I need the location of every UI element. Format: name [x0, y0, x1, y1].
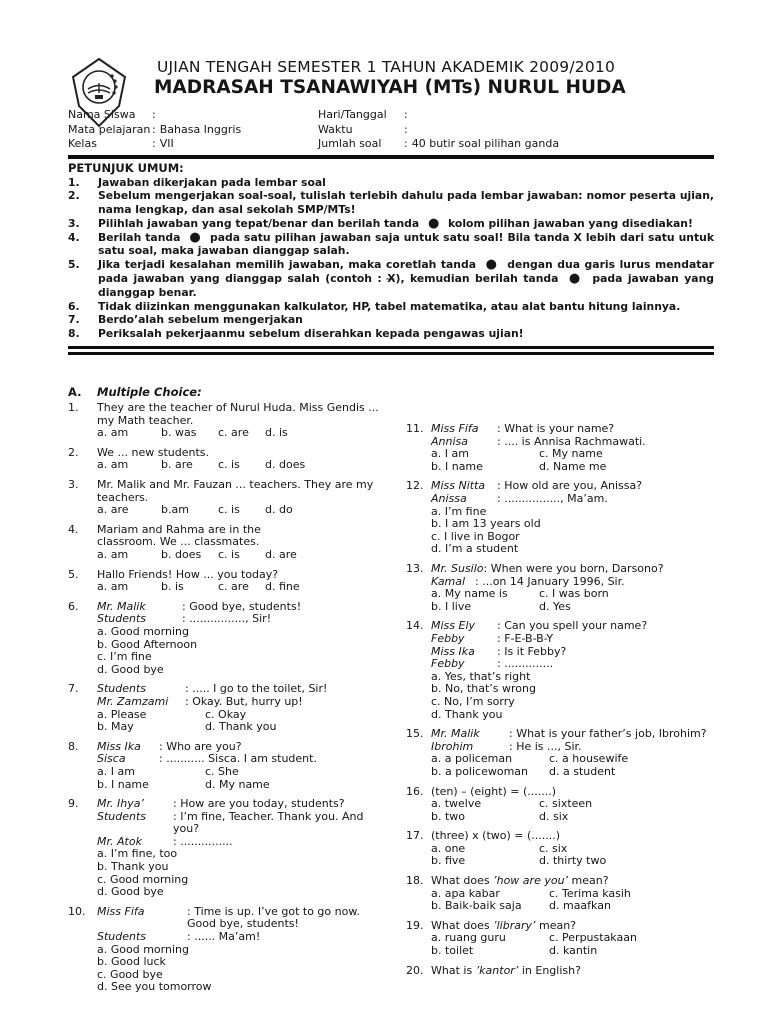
- options: [97, 944, 390, 994]
- question-text: (three) x (two) = (.......): [431, 829, 561, 843]
- option: b. toilet: [431, 944, 474, 958]
- question-text: They are the teacher of Nurul Huda. Miss Gendis ...: [97, 401, 379, 415]
- option: c. She: [205, 764, 239, 778]
- dialog-line: [431, 646, 714, 659]
- option: d. does: [265, 458, 306, 472]
- option: d. is: [265, 426, 288, 440]
- dialog-text: : Time is up. I’ve got to go now.: [187, 904, 360, 918]
- text-segment: ’library’: [493, 918, 536, 932]
- question-body: [97, 402, 390, 440]
- question-number: 17.: [406, 829, 424, 843]
- questions-column-left: [68, 402, 390, 1001]
- option: b. is: [161, 580, 184, 594]
- dialog-speaker: Miss Fifa: [431, 422, 479, 436]
- question: [68, 402, 390, 440]
- dialog-speaker: Mr. Zamzami: [97, 694, 169, 708]
- instruction-text: Periksalah pekerjaanmu sebelum diserahkan kepada pengawas ujian!: [98, 327, 524, 341]
- option: d. Thank you: [431, 707, 503, 721]
- option: a. I’m fine, too: [97, 847, 178, 861]
- option: c. are: [218, 580, 249, 594]
- option: a. apa kabar: [431, 886, 500, 900]
- question-number: 16.: [406, 784, 424, 798]
- dialog-speaker: Miss Ika: [431, 644, 475, 658]
- question-body: [431, 563, 714, 613]
- instruction-text: Jika terjadi kesalahan memilih jawaban, maka coretlah tanda ● dengan dua garis lurus mendatar pada jawaban yang dianggap salah (contoh : X̶), kemudian berilah tanda ● pada jawaban yang dianggap benar.: [98, 257, 715, 299]
- dialog-text: : Who are you?: [159, 739, 242, 753]
- question-number: 18.: [406, 874, 424, 888]
- question: [406, 480, 714, 556]
- options: [97, 581, 390, 594]
- question: [68, 569, 390, 594]
- questions-column-right: [406, 402, 714, 1001]
- question-number: 2.: [68, 445, 79, 459]
- text-segment: in English?: [518, 963, 581, 977]
- option: b. are: [161, 458, 193, 472]
- text-segment: What does: [431, 874, 494, 888]
- question-text: [431, 965, 714, 978]
- question-body: [431, 786, 714, 824]
- option: a. twelve: [431, 797, 482, 811]
- option: c. I live in Bogor: [431, 529, 520, 543]
- option: d. do: [265, 503, 293, 517]
- options: [431, 448, 714, 473]
- instruction-number: 4.: [68, 230, 80, 244]
- option: d. a student: [549, 764, 616, 778]
- question: [406, 423, 714, 473]
- dialog-text: : I’m fine, Teacher. Thank you. And: [173, 809, 364, 823]
- instruction-text: Berdo’alah sebelum mengerjakan: [98, 313, 303, 327]
- info-label: Jumlah soal: [318, 137, 382, 150]
- question-body: [97, 683, 390, 733]
- question: [68, 447, 390, 472]
- title-block: [154, 54, 714, 98]
- dialog-speaker: Annisa: [431, 434, 468, 448]
- dialog-line: [431, 633, 714, 646]
- option: b. does: [161, 548, 202, 561]
- filled-circle-mark: ●: [189, 229, 201, 245]
- option: d. Thank you: [205, 720, 277, 734]
- option: a. are: [97, 503, 129, 517]
- question: [68, 906, 390, 994]
- info-row-jumlah-soal: Jumlah soal : 40 butir soal pilihan ganda: [318, 137, 560, 150]
- dialog-text: : ..............: [497, 657, 554, 671]
- question-number: 11.: [406, 422, 424, 436]
- info-label: Waktu: [318, 122, 353, 136]
- instructions-list: [68, 176, 714, 342]
- text-segment: ’how are you’: [493, 874, 569, 888]
- option: b. Good luck: [97, 955, 166, 969]
- question-body: [97, 798, 390, 899]
- question-body: [97, 569, 390, 594]
- option: a. Yes, that’s right: [431, 669, 531, 683]
- option: c. Perpustakaan: [549, 931, 637, 945]
- option: c. I was born: [539, 587, 609, 601]
- dialog-line: [97, 931, 390, 944]
- dialog-line: [431, 620, 714, 633]
- info-label: Hari/Tanggal: [318, 108, 387, 121]
- option: c. a housewife: [549, 752, 629, 766]
- option: a. I am: [431, 447, 469, 461]
- option: c. Good bye: [97, 967, 163, 981]
- dialog-text: : ...............: [173, 834, 233, 848]
- options: [431, 932, 714, 957]
- dialog-text: : ........... Sisca. I am student.: [159, 752, 317, 766]
- option: c. is: [218, 503, 240, 517]
- question-text: [431, 563, 714, 576]
- instruction-text: Berilah tanda ● pada satu pilihan jawaban saja untuk satu soal! Bila tanda X lebih dari satu untuk satu soal, maka jawaban dianggap salah.: [98, 229, 714, 258]
- instruction-item: [68, 327, 714, 341]
- question: [68, 524, 390, 562]
- options: [97, 427, 390, 440]
- question-number: 4.: [68, 522, 79, 536]
- option: a. a policeman: [431, 752, 513, 766]
- option: c. Good morning: [97, 872, 189, 886]
- divider-double: [68, 346, 714, 355]
- question-body: [431, 875, 714, 913]
- question-body: [97, 524, 390, 562]
- question-number: 3.: [68, 478, 79, 492]
- option: b. May: [97, 720, 134, 734]
- option: c. I’m fine: [97, 650, 152, 664]
- question-number: 9.: [68, 797, 79, 811]
- instruction-text: Tidak diizinkan menggunakan kalkulator, HP, tabel matematika, atau alat bantu hitung lainnya.: [98, 299, 681, 313]
- info-label: Mata pelajaran: [68, 122, 151, 136]
- dialog-speaker: Mr. Malik: [97, 599, 146, 613]
- dialog-text: : F-E-B-B-Y: [497, 631, 554, 645]
- question-number: 10.: [68, 904, 86, 918]
- option: d. kantin: [549, 944, 598, 958]
- option: b. a policewoman: [431, 764, 529, 778]
- option: a. I’m fine: [431, 504, 487, 518]
- dialog-text: : How old are you, Anissa?: [497, 479, 643, 493]
- instruction-text: Pilihlah jawaban yang tepat/benar dan berilah tanda ● kolom pilihan jawaban yang disediakan!: [98, 215, 693, 231]
- text-segment: What is: [431, 963, 476, 977]
- question-body: [431, 480, 714, 556]
- info-row-kelas: Kelas : VII: [68, 137, 174, 150]
- option: b. Thank you: [97, 860, 169, 874]
- options: [431, 588, 714, 613]
- dialog-speaker: Kamal: [431, 574, 466, 588]
- options: [97, 709, 390, 734]
- dialog-continuation: you?: [173, 822, 200, 836]
- option: c. No, I’m sorry: [431, 694, 515, 708]
- option: d. six: [539, 809, 569, 823]
- info-row-mata-pelajaran: Mata pelajaran : Bahasa Inggris: [68, 122, 242, 136]
- option: d. Good bye: [97, 885, 164, 899]
- dialog-speaker: Anissa: [431, 492, 467, 506]
- option: c. Okay: [205, 707, 247, 721]
- instruction-item: [68, 217, 714, 231]
- section-heading: [68, 385, 714, 399]
- instruction-item: [68, 231, 714, 259]
- option: b. I name: [431, 459, 483, 473]
- option: d. My name: [205, 777, 270, 791]
- options: [431, 506, 714, 556]
- question-body: [97, 741, 390, 791]
- info-row-nama-siswa: Nama Siswa :: [68, 108, 156, 121]
- dialog-speaker: Miss Fifa: [97, 904, 145, 918]
- option: c. six: [539, 841, 568, 855]
- options: [431, 798, 714, 823]
- option: c. is: [218, 458, 240, 472]
- text-segment: mean?: [568, 874, 609, 888]
- dialog-line: [97, 811, 390, 824]
- section-label: A.: [68, 385, 82, 400]
- question-text: teachers.: [97, 490, 149, 504]
- question-text: Mariam and Rahma are in the: [97, 522, 261, 536]
- question-body: [431, 620, 714, 721]
- dialog-speaker: Students: [97, 930, 147, 944]
- options: [97, 626, 390, 676]
- question: [406, 875, 714, 913]
- dialog-speaker: Students: [97, 809, 147, 823]
- question: [406, 563, 714, 613]
- info-row-hari-tanggal: Hari/Tanggal :: [318, 108, 408, 121]
- section-title: Multiple Choice:: [97, 385, 202, 400]
- dialog-line: [97, 798, 390, 811]
- option: c. is: [218, 548, 240, 561]
- dialog-line: [431, 728, 714, 741]
- option: c. are: [218, 426, 249, 440]
- question: [68, 601, 390, 677]
- text-segment: : When were you born, Darsono?: [483, 562, 664, 575]
- info-row-waktu: Waktu :: [318, 122, 408, 136]
- question-number: 8.: [68, 739, 79, 753]
- dialog-speaker: Mr. Atok: [97, 834, 142, 848]
- info-value: Bahasa Inggris: [159, 122, 242, 136]
- option: b. I live: [431, 599, 472, 613]
- dialog-text: : ...... Ma’am!: [187, 930, 261, 944]
- text-segment: What does: [431, 918, 494, 932]
- option: b. five: [431, 854, 466, 868]
- instruction-text: Sebelum mengerjakan soal-soal, tulislah terlebih dahulu pada lembar jawaban: nomor peserta ujian, nama lengkap, dan asal sekolah SMP/MTs!: [98, 189, 714, 217]
- option: b. two: [431, 809, 466, 823]
- question-number: 20.: [406, 963, 424, 977]
- exam-title: UJIAN TENGAH SEMESTER 1 TAHUN AKADEMIK 2009/2010: [156, 58, 616, 76]
- dialog-speaker: Mr. Ihya’: [97, 797, 144, 811]
- options: [97, 848, 390, 898]
- question-text: (ten) – (eight) = (.......): [431, 784, 557, 798]
- dialog-speaker: Miss Ely: [431, 619, 476, 633]
- dialog-line: [431, 493, 714, 506]
- dialog-line: [97, 753, 390, 766]
- question: [406, 786, 714, 824]
- option: a. am: [97, 548, 129, 561]
- option: a. am: [97, 458, 129, 472]
- school-logo-icon: [66, 56, 132, 130]
- info-value: VII: [159, 137, 174, 150]
- instruction-item: [68, 258, 714, 299]
- question-text: Hallo Friends! How ... you today?: [97, 567, 279, 581]
- option: b. Baik-baik saja: [431, 899, 522, 913]
- options: [97, 766, 390, 791]
- instruction-number: 2.: [68, 189, 80, 203]
- option: c. sixteen: [539, 797, 593, 811]
- option: a. am: [97, 580, 129, 594]
- text-segment: mean?: [535, 918, 577, 932]
- option: a. one: [431, 841, 466, 855]
- option: d. are: [265, 548, 297, 561]
- instruction-item: [68, 189, 714, 217]
- question-body: [431, 830, 714, 868]
- option: d. fine: [265, 580, 300, 594]
- option: a. Good morning: [97, 624, 189, 638]
- option: a. My name is: [431, 587, 508, 601]
- question: [68, 798, 390, 899]
- option: d. thirty two: [539, 854, 607, 868]
- question-body: [431, 920, 714, 958]
- dialog-speaker: Miss Nitta: [431, 479, 486, 493]
- question-body: [97, 479, 390, 517]
- school-name: MADRASAH TSANAWIYAH (MTs) NURUL HUDA: [154, 77, 626, 98]
- dialog-line: [431, 423, 714, 436]
- options: [431, 843, 714, 868]
- dialog-text: : What is your father’s job, Ibrohim?: [509, 727, 707, 741]
- dialog-speaker: Mr. Malik: [431, 727, 480, 741]
- dialog-text: : .... is Annisa Rachmawati.: [497, 434, 646, 448]
- option: a. am: [97, 426, 129, 440]
- question: [68, 741, 390, 791]
- option: a. Good morning: [97, 942, 189, 956]
- question-number: 12.: [406, 479, 424, 493]
- question-number: 14.: [406, 619, 424, 633]
- options: [431, 888, 714, 913]
- question: [406, 830, 714, 868]
- option: b. I name: [97, 777, 149, 791]
- dialog-line: [431, 658, 714, 671]
- dialog-text: : Good bye, students!: [182, 599, 302, 613]
- question: [68, 479, 390, 517]
- text-segment: Mr. Susilo: [431, 562, 484, 575]
- dialog-speaker: Febby: [431, 657, 465, 671]
- instruction-number: 6.: [68, 299, 80, 313]
- instruction-item: [68, 176, 714, 190]
- options: [97, 504, 390, 517]
- question: [406, 620, 714, 721]
- option: d. Yes: [539, 599, 571, 613]
- dialog-text: : What is your name?: [497, 422, 615, 436]
- options: [431, 671, 714, 721]
- dialog-line: [97, 696, 390, 709]
- option: b. Good Afternoon: [97, 637, 198, 651]
- text-segment: ’kantor’: [475, 963, 519, 977]
- instructions-heading: PETUNJUK UMUM:: [68, 160, 184, 175]
- question-body: [97, 447, 390, 472]
- option: b. I am 13 years old: [431, 517, 541, 531]
- dialog-text: : Is it Febby?: [497, 644, 567, 658]
- info-value: 40 butir soal pilihan ganda: [411, 137, 560, 150]
- question-number: 1.: [68, 401, 79, 415]
- filled-circle-mark: ●: [568, 271, 582, 287]
- instruction-number: 7.: [68, 313, 80, 327]
- instruction-item: [68, 300, 714, 314]
- dialog-text: : ...on 14 January 1996, Sir.: [475, 574, 625, 588]
- option: c. Terima kasih: [549, 886, 631, 900]
- dialog-text: : Can you spell your name?: [497, 619, 648, 633]
- document-header: [68, 54, 714, 98]
- questions-area: [68, 402, 714, 1001]
- instruction-text: Jawaban dikerjakan pada lembar soal: [98, 175, 326, 189]
- filled-circle-mark: ●: [427, 215, 440, 231]
- info-label: Nama Siswa: [68, 108, 136, 121]
- exam-info-block: [68, 108, 714, 152]
- filled-circle-mark: ●: [485, 257, 498, 273]
- dialog-text: : Okay. But, hurry up!: [185, 694, 303, 708]
- options: [97, 459, 390, 472]
- instruction-number: 5.: [68, 258, 80, 272]
- question-number: 19.: [406, 918, 424, 932]
- options: [431, 753, 714, 778]
- question-number: 5.: [68, 567, 79, 581]
- dialog-text: : He is ..., Sir.: [509, 739, 582, 753]
- dialog-text: : How are you today, students?: [173, 797, 345, 811]
- dialog-text: : ................, Sir!: [182, 612, 272, 626]
- instruction-number: 3.: [68, 216, 80, 230]
- option: d. Good bye: [97, 662, 164, 676]
- option: a. Please: [97, 707, 147, 721]
- dialog-speaker: Febby: [431, 631, 465, 645]
- option: b.am: [161, 503, 189, 517]
- instruction-number: 8.: [68, 327, 80, 341]
- option: d. I’m a student: [431, 542, 519, 556]
- question-body: [97, 601, 390, 677]
- option: d. maafkan: [549, 899, 611, 913]
- dialog-speaker: Ibrohim: [431, 739, 474, 753]
- question-text: my Math teacher.: [97, 413, 194, 427]
- info-label: Kelas: [68, 137, 97, 150]
- question: [406, 728, 714, 778]
- instruction-number: 1.: [68, 175, 80, 189]
- question: [406, 920, 714, 958]
- dialog-text: : ..... I go to the toilet, Sir!: [185, 682, 328, 696]
- option: d. Name me: [539, 459, 607, 473]
- question-body: [431, 728, 714, 778]
- option: b. was: [161, 426, 197, 440]
- dialog-speaker: Students: [97, 612, 147, 626]
- options: [97, 549, 390, 562]
- dialog-speaker: Miss Ika: [97, 739, 141, 753]
- question-text: classroom. We ... classmates.: [97, 535, 260, 549]
- info-right: [318, 108, 714, 152]
- option: d. See you tomorrow: [97, 980, 212, 994]
- question-number: 6.: [68, 599, 79, 613]
- question: [68, 683, 390, 733]
- question-body: [97, 906, 390, 994]
- question: [406, 965, 714, 978]
- question-text: We ... new students.: [97, 445, 209, 459]
- question-text: [431, 875, 714, 888]
- divider-thick: [68, 155, 714, 159]
- dialog-speaker: Students: [97, 682, 147, 696]
- instruction-item: [68, 313, 714, 327]
- question-number: 7.: [68, 682, 79, 696]
- option: b. No, that’s wrong: [431, 682, 536, 696]
- option: a. I am: [97, 764, 135, 778]
- dialog-speaker: Sisca: [97, 752, 126, 766]
- question-body: [431, 423, 714, 473]
- question-number: 13.: [406, 562, 424, 575]
- dialog-text: : ................, Ma’am.: [497, 492, 608, 506]
- option: a. ruang guru: [431, 931, 506, 945]
- option: c. My name: [539, 447, 603, 461]
- question-text: Mr. Malik and Mr. Fauzan ... teachers. They are my: [97, 478, 374, 492]
- question-body: [431, 965, 714, 978]
- dialog-continuation: Good bye, students!: [187, 917, 299, 931]
- question-number: 15.: [406, 727, 424, 741]
